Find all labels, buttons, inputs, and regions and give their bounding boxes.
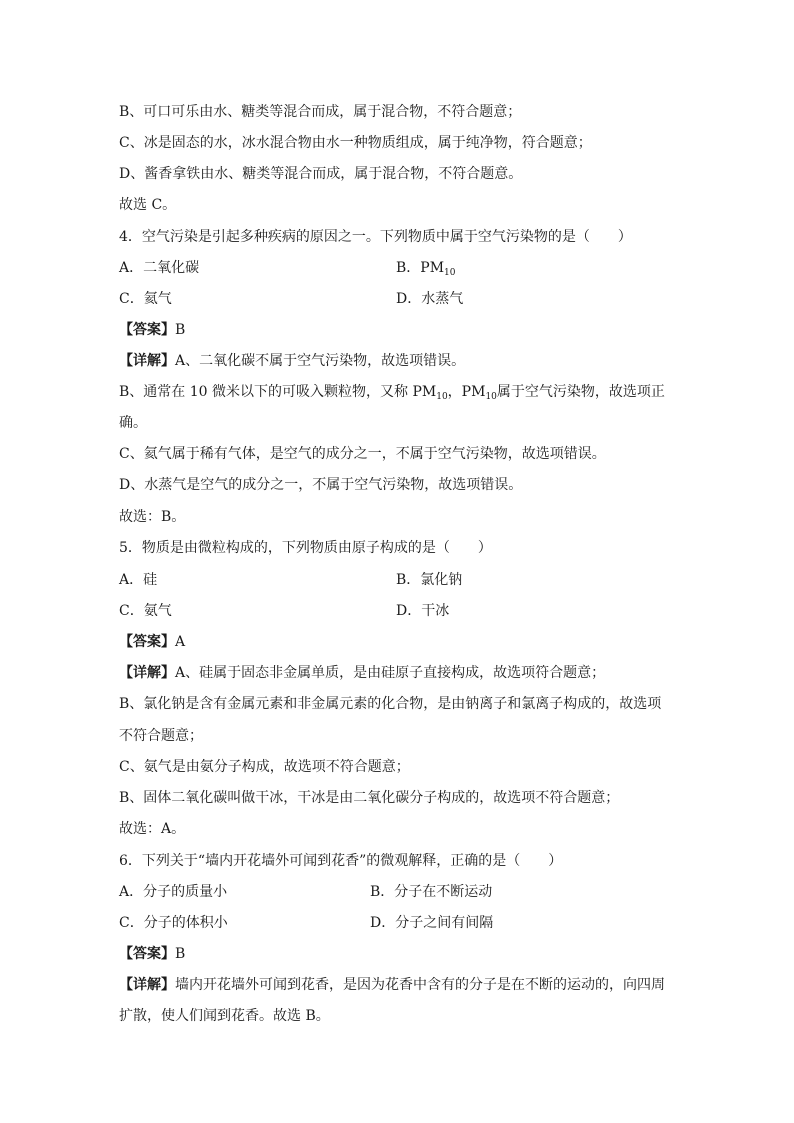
q5-detail-a [119,663,605,683]
q5-option-a: A．硅 [119,572,158,588]
q5-option-d: D．干冰 [396,603,450,619]
q5-detail-a-text: A、硅属于固态非金属单质，是由硅原子直接构成，故选项符合题意； [175,665,606,681]
q6-detail-continued: 扩散，使人们闻到花香。故选 B。 [119,1008,330,1024]
prev-detail-c: C、冰是固态的水，冰水混合物由水一种物质组成，属于纯净物，符合题意； [119,135,592,151]
q4-conclusion: 故选：B。 [119,509,186,525]
q4-detail-tag: 【详解】 [119,353,175,369]
q6-option-a: A．分子的质量小 [119,884,228,900]
q5-detail-d: B、固体二氧化碳叫做干冰，干冰是由二氧化碳分子构成的，故选项不符合题意； [119,790,620,806]
q4-option-d: D．水蒸气 [396,291,464,307]
q4-detail-b-continued: 确。 [119,415,147,431]
q6-stem: 6．下列关于“墙内开花墙外可闻到花香”的微观解释，正确的是（ ） [119,853,563,869]
q6-answer-value: B [175,946,186,962]
q5-answer [119,632,185,652]
q5-option-b: B．氯化钠 [396,572,463,588]
q6-option-d: D．分子之间有间隔 [370,915,494,931]
q5-detail-tag: 【详解】 [119,665,175,681]
q4-detail-d: D、水蒸气是空气的成分之一，不属于空气污染物，故选项错误。 [119,477,523,493]
q6-option-c: C．分子的体积小 [119,915,228,931]
prev-detail-b: B、可口可乐由水、糖类等混合而成，属于混合物，不符合题意； [119,104,522,120]
q4-detail-a [119,351,465,371]
q4-answer-tag: 【答案】 [119,322,175,338]
q6-detail-text: 墙内开花墙外可闻到花香，是因为花香中含有的分子是在不断的运动的，向四周 [175,977,665,993]
q4-detail-b-sub2: 10 [485,392,497,402]
q6-answer [119,944,185,964]
q5-conclusion: 故选：A。 [119,821,186,837]
q5-stem: 5．物质是由微粒构成的，下列物质由原子构成的是（ ） [119,540,492,556]
q5-answer-tag: 【答案】 [119,634,175,650]
q4-detail-b-part1: B、通常在 10 微米以下的可吸入颗粒物，又称 PM [119,384,437,400]
q5-detail-b-continued: 不符合题意； [119,728,203,744]
q4-detail-c: C、氦气属于稀有气体，是空气的成分之一，不属于空气污染物，故选项错误。 [119,446,606,462]
q5-option-c: C．氨气 [119,603,172,619]
q6-detail-tag: 【详解】 [119,977,175,993]
q4-option-b-text: B．PM [396,260,445,276]
q4-option-b [396,258,456,278]
q4-answer [119,320,185,340]
q4-option-c: C．氦气 [119,291,172,307]
q4-stem: 4．空气污染是引起多种疾病的原因之一。下列物质中属于空气污染物的是（ ） [119,229,632,245]
q4-detail-b [119,382,665,402]
q5-detail-b: B、氯化钠是含有金属元素和非金属元素的化合物，是由钠离子和氯离子构成的，故选项 [119,696,662,712]
q5-detail-c: C、氨气是由氨分子构成，故选项不符合题意； [119,759,410,775]
q4-detail-b-part3: 属于空气污染物，故选项正 [496,384,665,400]
q4-detail-b-sub1: 10 [436,392,448,402]
q6-answer-tag: 【答案】 [119,946,175,962]
q6-option-b: B．分子在不断运动 [370,884,493,900]
q4-option-a: A．二氧化碳 [119,260,200,276]
q5-answer-value: A [175,634,186,650]
q4-detail-b-part2: ，PM [447,384,486,400]
q4-option-b-subscript: 10 [444,268,456,278]
prev-conclusion: 故选 C。 [119,197,177,213]
prev-detail-d: D、酱香拿铁由水、糖类等混合而成，属于混合物，不符合题意。 [119,166,523,182]
q4-answer-value: B [175,322,186,338]
q6-detail [119,975,665,995]
q4-detail-a-text: A、二氧化碳不属于空气污染物，故选项错误。 [175,353,466,369]
